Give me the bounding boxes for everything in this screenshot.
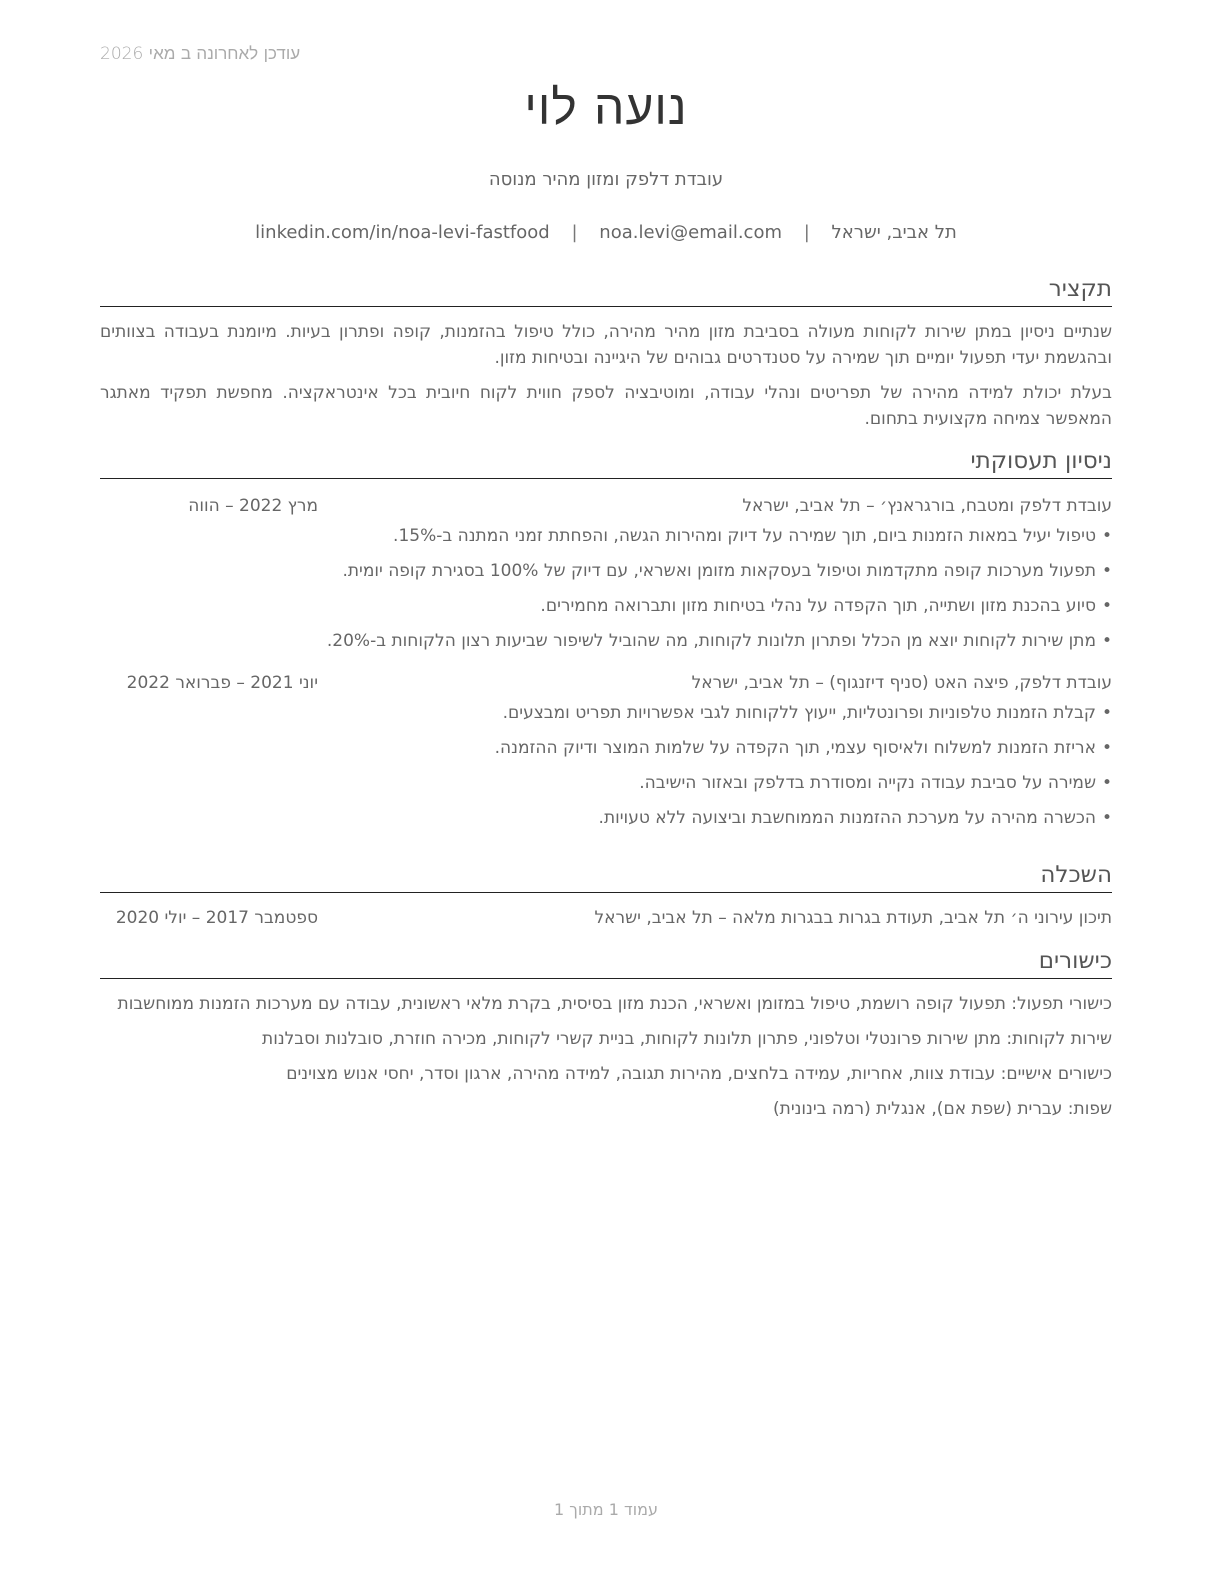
contact-separator: | — [571, 222, 578, 243]
job-bullets — [100, 700, 1112, 831]
list-item: •שמירה על סביבת עבודה נקייה ומסודרת בדלפק ובאזור הישיבה. — [100, 770, 1112, 796]
list-item: •אריזת הזמנות למשלוח ולאיסוף עצמי, תוך הקפדה על שלמות המוצר ודיוק ההזמנה. — [100, 735, 1112, 761]
contact-location: תל אביב, ישראל — [831, 222, 957, 243]
bullet-icon: • — [1101, 596, 1112, 616]
list-item: •הכשרה מהירה על מערכת ההזמנות הממוחשבת וביצועה ללא טעויות. — [100, 805, 1112, 831]
education-school: תיכון עירוני ה׳ תל אביב, תעודת בגרות בבגרות מלאה – תל אביב, ישראל — [594, 908, 1112, 928]
last-updated: עודכן לאחרונה ב מאי 2026 — [100, 44, 301, 64]
candidate-name: נועה לוי — [524, 80, 688, 136]
skill-line: שירות לקוחות: מתן שירות פרונטלי וטלפוני, פתרון תלונות לקוחות, בניית קשרי לקוחות, מכירה חוזרת, סובלנות וסבלנות — [262, 1029, 1112, 1049]
resume-page — [100, 0, 1112, 1584]
job-dates: יוני 2021 – פברואר 2022 — [126, 673, 318, 693]
contact-separator: | — [803, 222, 810, 243]
section-title: כישורים — [100, 946, 1112, 979]
skill-line: כישורים אישיים: עבודת צוות, אחריות, עמידה בלחצים, מהירות תגובה, למידה מהירה, ארגון וסדר, יחסי אנוש מצוינים — [286, 1064, 1112, 1084]
skill-line: כישורי תפעול: תפעול קופה רושמת, טיפול במזומן ואשראי, הכנת מזון בסיסית, בקרת מלאי ראשונית, עבודה עם מערכות הזמנות ממוחשבות — [117, 994, 1112, 1014]
list-item: •טיפול יעיל במאות הזמנות ביום, תוך שמירה על דיוק ומהירות הגשה, והפחתת זמני המתנה ב-15%. — [100, 523, 1112, 549]
job-role: עובדת דלפק ומטבח, בורגראנץ׳ – תל אביב, ישראל — [742, 496, 1112, 516]
bullet-icon: • — [1101, 738, 1112, 758]
page-number: עמוד 1 מתוך 1 — [554, 1500, 658, 1519]
bullet-icon: • — [1101, 561, 1112, 581]
candidate-subtitle: עובדת דלפק ומזון מהיר מנוסה — [488, 169, 724, 190]
section-title: השכלה — [100, 860, 1112, 893]
summary-paragraph: שנתיים ניסיון במתן שירות לקוחות מעולה בסביבת מזון מהיר מהירה, כולל טיפול בהזמנות, קופה ופתרון בעיות. מיומנת בעבודה בצוותים ובהגשמת יעדי תפעול יומיים תוך שמירה על סטנדרטים גבוהים של היגיינה ובטיחות מזון. — [100, 322, 1112, 368]
job-entry — [100, 493, 1112, 654]
job-header — [100, 670, 1112, 696]
bullet-icon: • — [1101, 526, 1112, 546]
list-item: •סיוע בהכנת מזון ושתייה, תוך הקפדה על נהלי בטיחות מזון ותברואה מחמירים. — [100, 593, 1112, 619]
summary-paragraph: בעלת יכולת למידה מהירה של תפריטים ונהלי עבודה, ומוטיבציה לספק חווית לקוח חיובית בכל אינטראקציה. מחפשת תפקיד מאתגר המאפשר צמיחה מקצועית בתחום. — [100, 383, 1112, 429]
section-title: תקציר — [100, 274, 1112, 307]
job-role: עובדת דלפק, פיצה האט (סניף דיזנגוף) – תל אביב, ישראל — [691, 673, 1112, 693]
bullet-icon: • — [1101, 773, 1112, 793]
skill-line: שפות: עברית (שפת אם), אנגלית (רמה בינונית) — [773, 1099, 1112, 1119]
education-section — [100, 860, 1112, 931]
job-entry — [100, 670, 1112, 831]
education-entry — [100, 905, 1112, 931]
list-item: •קבלת הזמנות טלפוניות ופרונטליות, ייעוץ ללקוחות לגבי אפשרויות תפריט ומבצעים. — [100, 700, 1112, 726]
education-dates: ספטמבר 2017 – יולי 2020 — [115, 908, 318, 928]
contact-linkedin[interactable]: linkedin.com/in/noa-levi-fastfood — [255, 222, 550, 243]
bullet-icon: • — [1101, 703, 1112, 723]
contact-line — [100, 222, 1112, 243]
list-item: •מתן שירות לקוחות יוצא מן הכלל ופתרון תלונות לקוחות, מה שהוביל לשיפור שביעות רצון הלקוחות ב-20%. — [100, 628, 1112, 654]
skills-section — [100, 946, 1112, 1131]
job-bullets — [100, 523, 1112, 654]
list-item: •תפעול מערכות קופה מתקדמות וטיפול בעסקאות מזומן ואשראי, עם דיוק של 100% בסגירת קופה יומית. — [100, 558, 1112, 584]
section-title: ניסיון תעסוקתי — [100, 446, 1112, 479]
summary-section — [100, 274, 1112, 432]
contact-email[interactable]: noa.levi@email.com — [599, 222, 782, 243]
experience-section — [100, 446, 1112, 840]
bullet-icon: • — [1101, 631, 1112, 651]
bullet-icon: • — [1101, 808, 1112, 828]
job-dates: מרץ 2022 – הווה — [188, 496, 318, 516]
job-header — [100, 493, 1112, 519]
